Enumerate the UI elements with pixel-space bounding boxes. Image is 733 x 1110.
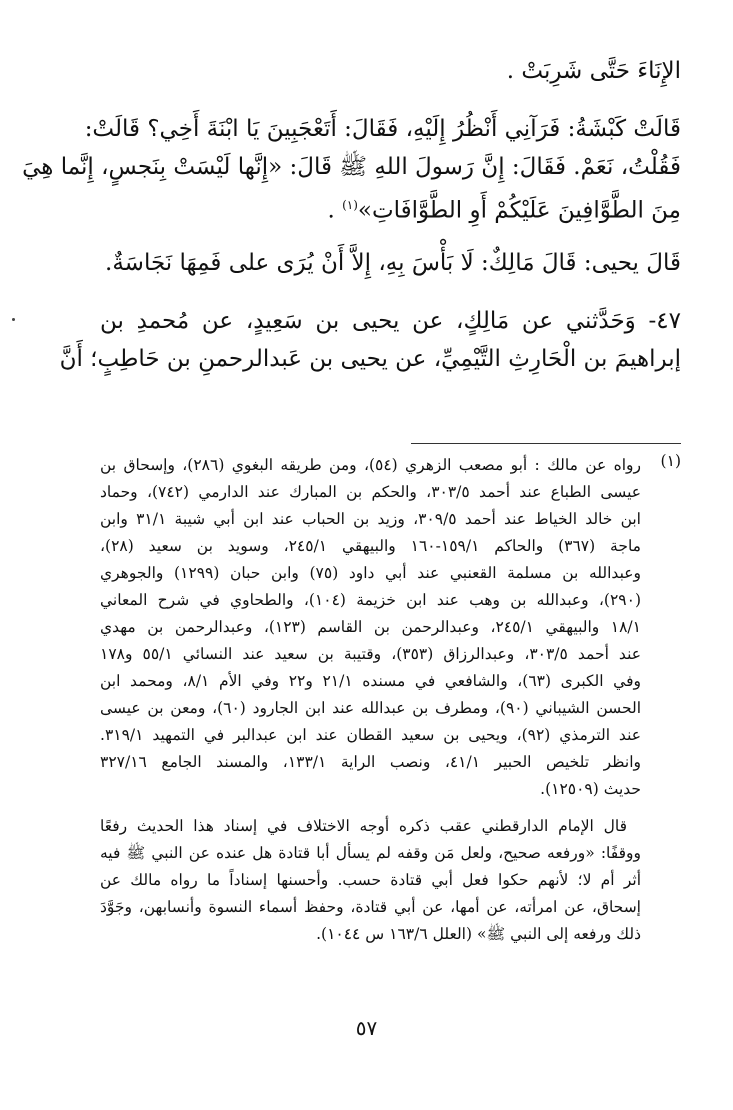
footnote-divider [411, 443, 681, 444]
paragraph-3 [100, 244, 681, 282]
paragraph-2 [22, 110, 681, 224]
text-line: الإِنَاءَ حَتَّى شَرِبَتْ . [506, 58, 681, 84]
footnote-line: وفي الكبرى (٦٣)، والشافعي في مسنده ٢١/١ و٢٢ وفي الأم ٨/١، ومحمد ابن [100, 672, 641, 690]
main-text [22, 52, 681, 398]
footnote-line: عند أحمد ٣٠٣/٥، وعبدالرزاق (٣٥٣)، وقتيبة بن سعيد عند النسائي ٥٥/١ و١٧٨ [100, 645, 641, 663]
footnote-line: عند الترمذي (٩٢)، ويحيى بن سعيد القطان عند ابن عبدالبر في التمهيد ٣١٩/١. [100, 726, 641, 744]
footnote-paragraph-2 [100, 813, 641, 948]
footnote-line: رواه عن مالك : أبو مصعب الزهري (٥٤)، ومن طريقه البغوي (٢٨٦)، وإسحاق بن [100, 456, 641, 474]
footnote-line: ووقفًا: «ورفعه صحيح، ولعل مَن وقفه لم يسأل أبا قتادة هل عنده عن النبي ﷺ فيه [100, 844, 641, 862]
page-number: ٥٧ [355, 1016, 378, 1040]
text-segment: مِنَ الطَّوَّافِينَ عَلَيْكُمْ أَوِ الطَّوَّافَاتِ» [357, 197, 681, 224]
footnote-number: (١) [660, 452, 681, 470]
footnote-line: ماجة (٣٦٧) والحاكم ١٥٩/١-١٦٠ والبيهقي ٢٤٥/١، وسويد بن سعيد (٢٨)، [100, 537, 641, 555]
footnote-line: ١٨/١ والبيهقي ٢٤٥/١، وعبدالرحمن بن القاسم (١٢٣)، وعبدالرحمن بن مهدي [100, 618, 641, 636]
footnote-line: قال الإمام الدارقطني عقب ذكره أوجه الاختلاف في إسناد هذا الحديث رفعًا [100, 817, 627, 835]
scan-speck [12, 318, 15, 321]
footnote-line: (٢٩٠)، وعبدالله بن وهب عند ابن خزيمة (١٠٤)، والطحاوي في شرح المعاني [100, 591, 641, 609]
footnote-line: وعبدالله بن مسلمة القعنبي عند أبي داود (٧٥) وابن حبان (١٢٩٩) والجوهري [100, 564, 641, 582]
text-line: فَقُلْتُ، نَعَمْ. فَقَالَ: إِنَّ رَسولَ اللهِ ﷺ قَالَ: «إِنَّها لَيْسَتْ بِنَجسٍ، إِنَّما هِيَ [22, 154, 681, 180]
text-line: قَالَ يحيى: قَالَ مَالِكٌ: لَا بَأْسَ بِهِ، إِلاَّ أَنْ يُرَى على فَمِهَا نَجَاسَةٌ. [105, 250, 681, 276]
footnote-line: وانظر تلخيص الحبير ٤١/١، ونصب الراية ١٣٣/١، والمسند الجامع ٣٢٧/١٦ [100, 753, 641, 771]
text-line: قَالَتْ كَبْشَةُ: فَرَآنِي أَنْظُرُ إِلَيْهِ، فَقَالَ: أَتَعْجَبِينَ يَا ابْنَةَ أَخِي؟ قَالَتْ: [84, 116, 681, 142]
text-line: ٤٧- وَحَدَّثني عن مَالِكٍ، عن يحيى بن سَعِيدٍ، عن مُحمدِ بن [100, 308, 681, 334]
text-line: إبراهيمَ بن الْحَارِثِ التَّيْمِيِّ، عن يحيى بن عَبدالرحمنِ بن حَاطِبٍ؛ أَنَّ [59, 346, 681, 372]
footnote-body [100, 452, 641, 803]
footnote-line: إسحاق، عن امرأته، عن أمها، عن أبي قتادة، وحفظ أسماء النسوة وأنسابهن، وجَوَّدَ [100, 898, 641, 916]
footnote-line: عيسى الطباع عند أحمد ٣٠٣/٥، والحكم بن المبارك عند الدارمي (٧٤٢)، وحماد [100, 483, 641, 501]
footnote-ref[interactable]: (١) [342, 198, 358, 212]
footnote-1 [100, 452, 681, 948]
footnote-line: ذلك ورفعه إلى النبي ﷺ» (العلل ١٦٣/٦ س ١٠٤٤). [316, 925, 641, 943]
paragraph-4 [59, 302, 681, 378]
footnote-line: حديث (١٢٥٠٩). [540, 780, 641, 798]
footnote-line: ابن خالد الخياط عند أحمد ٣٠٩/٥، وزيد بن الحباب عند ابن أبي شيبة ٣١/١ وابن [100, 510, 641, 528]
text-segment: . [327, 197, 343, 224]
footnote-line: أثر أم لا؛ لأنهم حكوا فعل أبي قتادة حسب. وأحسنها إسناداً ما رواه مالك عن [100, 871, 641, 889]
text-line [100, 186, 681, 224]
footnote-line: الحسن الشيباني (٩٠)، ومطرف بن عبدالله عند ابن الجارود (٦٠)، ومعن بن عيسى [100, 699, 642, 717]
footnotes [100, 452, 681, 948]
paragraph-1 [100, 52, 681, 90]
